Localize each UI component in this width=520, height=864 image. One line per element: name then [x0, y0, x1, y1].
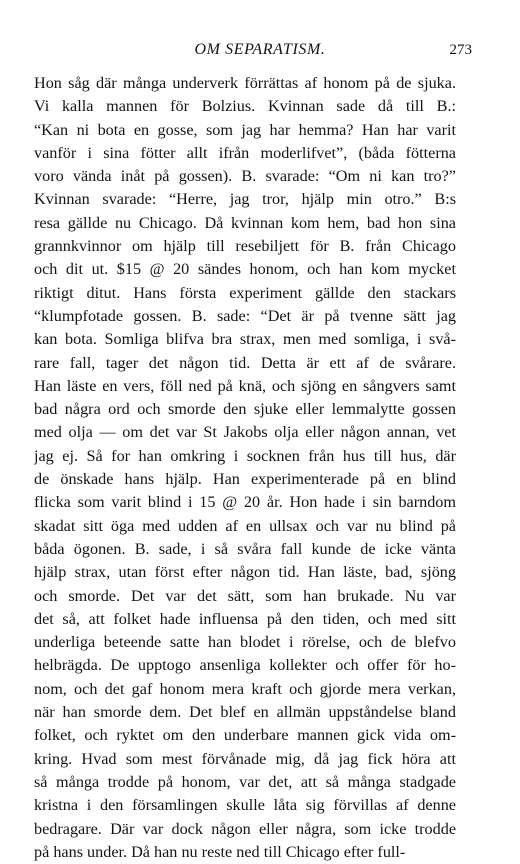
text-line: vanför i sina fötter allt ifrån moderlifvet”, (båda fötterna	[34, 143, 456, 162]
text-line: Kvinnan svarade: “Herre, jag tror, hjälp min otro.” B:s	[34, 190, 456, 209]
text-line: grannkvinnor om hjälp till resebiljett för B. från Chicago	[34, 237, 456, 256]
text-line: underliga beteende satte han blodet i rörelse, och de blefvo	[34, 633, 456, 652]
text-line: skadat sitt öga med udden af en ullsax och var nu blind på	[34, 516, 456, 535]
text-line: flicka som varit blind i 15 @ 20 år. Hon hade i sin barndom	[34, 493, 456, 512]
text-line: på hans under. Då han nu reste ned till Chicago efter full-	[34, 842, 406, 861]
running-head	[0, 38, 520, 62]
text-line: båda ögonen. B. sade, i så svåra fall kunde de icke vänta	[34, 539, 456, 558]
text-line: riktigt ditut. Hans första experiment gällde den stackars	[34, 283, 456, 302]
text-line: kring. Hvad som mest förvånade mig, då jag fick höra att	[34, 749, 456, 768]
text-line: och dit ut. $15 @ 20 sändes honom, och han kom mycket	[34, 260, 456, 279]
text-line: när han smorde dem. Det blef en allmän uppståndelse bland	[34, 703, 456, 722]
text-line: och smorde. Det var det sätt, som han brukade. Nu var	[34, 586, 456, 605]
text-line: kan bota. Somliga blifva bra strax, men med somliga, i svå-	[34, 330, 456, 349]
text-line: resa gällde nu Chicago. Då kvinnan kom hem, bad hon sina	[34, 213, 456, 232]
running-title: OM SEPARATISM.	[194, 41, 326, 58]
body-text	[34, 72, 456, 864]
text-line: helbrägda. De upptogo ansenliga kollekter och offer för ho-	[34, 656, 456, 675]
text-line: de önskade hans hjälp. Han experimenterade på en blind	[34, 470, 456, 489]
text-line: “Kan ni bota en gosse, som jag har hemma? Han har varit	[34, 120, 456, 139]
text-line: “klumpfotade gossen. B. sade: “Det är på tvenne sätt jag	[34, 306, 456, 325]
text-line: Hon såg där många underverk förrättas af honom på de sjuka.	[34, 74, 456, 92]
text-line: Han läste en vers, föll ned på knä, och sjöng en sångvers samt	[34, 376, 456, 395]
text-line: bedragare. Där var dock någon eller några, som icke trodde	[34, 819, 456, 838]
text-line: det så, att folket hade influensa på den tiden, och med sitt	[34, 609, 456, 628]
text-line: bad några ord och smorde den sjuke eller lemmalytte gossen	[34, 400, 456, 419]
text-line: jag ej. Så for han omkring i socknen från hus till hus, där	[34, 446, 456, 465]
text-line: kristna i den församlingen skulle låta sig förvillas af denne	[34, 796, 456, 815]
text-line: rare fall, tager det någon tid. Detta är ett af de svårare.	[34, 353, 456, 372]
text-line: hjälp strax, utan först efter någon tid. Han läste, bad, sjöng	[34, 563, 456, 582]
text-line: nom, och det gaf honom mera kraft och gjorde mera verkan,	[34, 679, 456, 698]
text-line: voro vända inåt på gossen). B. svarade: “Om ni kan tro?”	[34, 167, 456, 186]
page-number: 273	[449, 42, 472, 58]
text-line: med olja — om det var St Jakobs olja eller någon annan, vet	[34, 423, 456, 442]
text-line: så många trodde på honom, var det, att så många stadgade	[34, 772, 456, 791]
text-line: folket, och ryktet om den underbare mannen gick vida om-	[34, 726, 456, 745]
text-line: Vi kalla mannen för Bolzius. Kvinnan sade då till B.:	[34, 97, 456, 116]
